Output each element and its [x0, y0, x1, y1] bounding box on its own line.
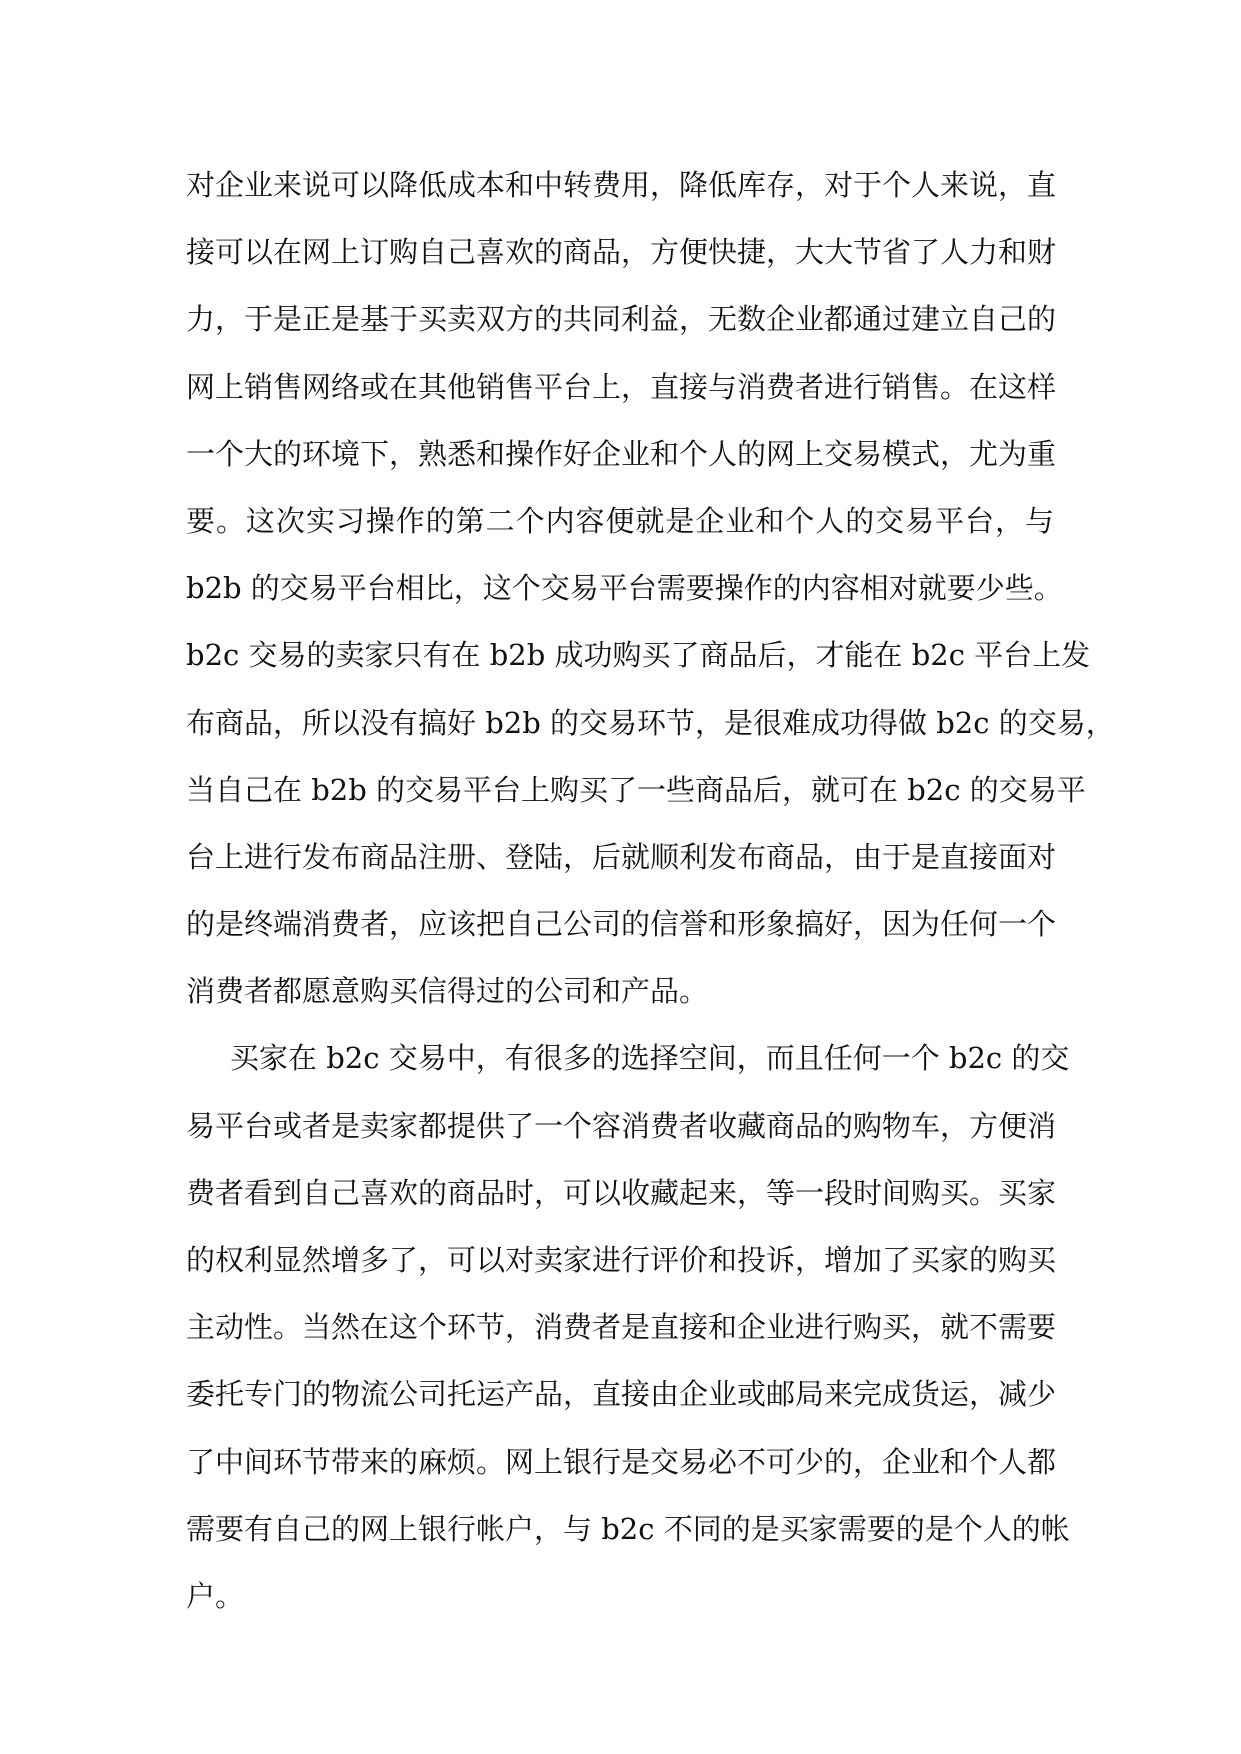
text-line: 委托专门的物流公司托运产品，直接由企业或邮局来完成货运，减少 — [186, 1377, 1057, 1412]
text-line: b2b 的交易平台相比，这个交易平台需要操作的内容相对就要少些。 — [186, 571, 1063, 606]
body-text — [186, 152, 1115, 1630]
text-line: 了中间环节带来的麻烦。网上银行是交易必不可少的，企业和个人都 — [186, 1444, 1057, 1479]
text-line: 要。这次实习操作的第二个内容便就是企业和个人的交易平台，与 — [186, 503, 1054, 538]
text-line: 台上进行发布商品注册、登陆，后就顺利发布商品，由于是直接面对 — [186, 839, 1057, 874]
text-line: 当自己在 b2b 的交易平台上购买了一些商品后，就可在 b2c 的交易平 — [186, 772, 1086, 807]
text-line: 的权利显然增多了，可以对卖家进行评价和投诉，增加了买家的购买 — [186, 1243, 1057, 1277]
text-line: 主动性。当然在这个环节，消费者是直接和企业进行购买，就不需要 — [186, 1310, 1057, 1345]
text-line: 消费者都愿意购买信得过的公司和产品。 — [186, 974, 709, 1009]
text-line: 一个大的环境下，熟悉和操作好企业和个人的网上交易模式，尤为重 — [186, 436, 1057, 471]
text-line: 费者看到自己喜欢的商品时，可以收藏起来，等一段时间购买。买家 — [186, 1175, 1057, 1210]
text-line: 对企业来说可以降低成本和中转费用，降低库存，对于个人来说，直 — [186, 168, 1057, 202]
text-line: 需要有自己的网上银行帐户，与 b2c 不同的是买家需要的是个人的帐 — [186, 1511, 1070, 1546]
text-line: 户。 — [186, 1578, 245, 1613]
text-line: 买家在 b2c 交易中，有很多的选择空间，而且任何一个 b2c 的交 — [230, 1041, 1070, 1076]
text-line: 接可以在网上订购自己喜欢的商品，方便快捷，大大节省了人力和财 — [186, 235, 1057, 270]
text-line: 的是终端消费者，应该把自己公司的信誉和形象搞好，因为任何一个 — [186, 907, 1057, 942]
text-line: 布商品，所以没有搞好 b2b 的交易环节，是很难成功得做 b2c 的交易， — [186, 705, 1115, 740]
text-line: 易平台或者是卖家都提供了一个容消费者收藏商品的购物车，方便消 — [186, 1108, 1057, 1143]
text-line: 网上销售网络或在其他销售平台上，直接与消费者进行销售。在这样 — [186, 369, 1057, 404]
text-line: 力，于是正是基于买卖双方的共同利益，无数企业都通过建立自己的 — [186, 302, 1057, 337]
text-line: b2c 交易的卖家只有在 b2b 成功购买了商品后，才能在 b2c 平台上发 — [186, 638, 1091, 673]
